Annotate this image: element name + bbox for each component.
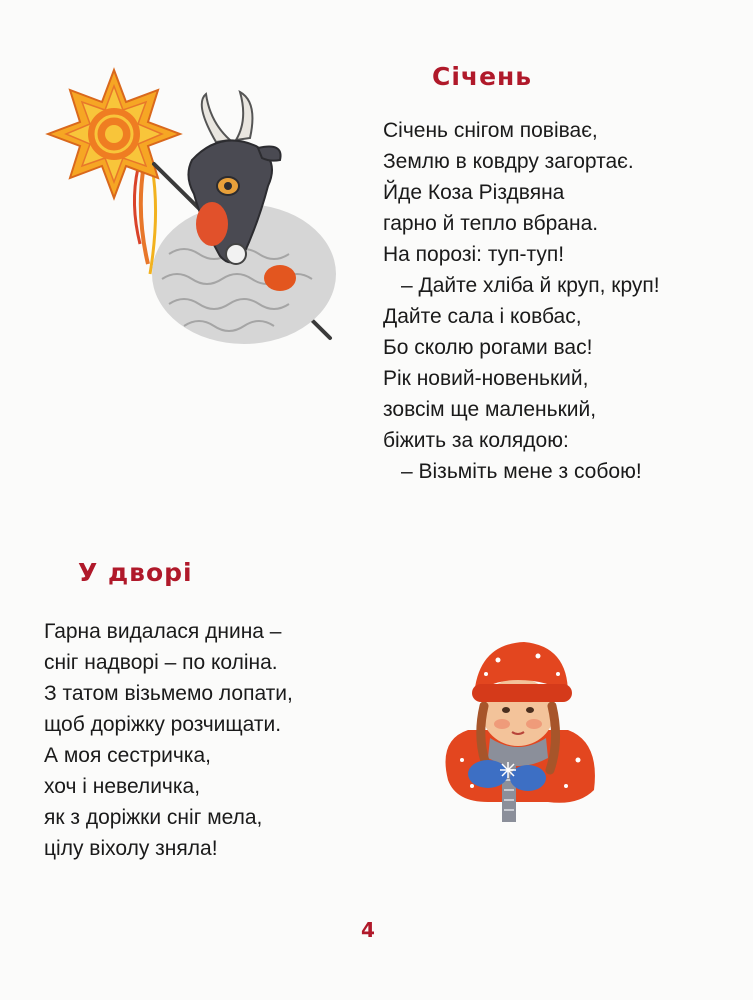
poem-line: зовсім ще маленький, [383, 398, 597, 421]
poem-line: Гарна видалася днина – [44, 620, 282, 643]
girl-in-winter-illustration [428, 630, 608, 830]
page-number: 4 [361, 918, 375, 942]
poem-title-u-dvori: У дворі [78, 558, 193, 587]
poem-line: хоч і невеличка, [44, 775, 201, 798]
poem-line: щоб доріжку розчищати. [44, 713, 282, 736]
poem-body-sichen [383, 115, 660, 487]
poem-line: сніг надворі – по коліна. [44, 651, 278, 674]
poem-line: З татом візьмемо лопати, [44, 682, 293, 705]
poem-body-u-dvori [44, 616, 293, 864]
poem-line: На порозі: туп-туп! [383, 243, 565, 266]
poem-line: – Візьміть мене з собою! [401, 460, 642, 483]
poem-line: Дайте сала і ковбас, [383, 305, 582, 328]
poem-line: Землю в ковдру загортає. [383, 150, 634, 173]
poem-line: – Дайте хліба й круп, круп! [401, 274, 660, 297]
poem-line: Рік новий-новенький, [383, 367, 589, 390]
poem-line: А моя сестричка, [44, 744, 211, 767]
poem-line: гарно й тепло вбрана. [383, 212, 599, 235]
poem-title-sichen: Січень [432, 62, 533, 91]
poem-line: як з доріжки сніг мела, [44, 806, 263, 829]
goat-with-star-illustration [44, 64, 344, 354]
poem-line: біжить за колядою: [383, 429, 569, 452]
poem-line: Йде Коза Різдвяна [383, 181, 565, 204]
poem-line: Січень снігом повіває, [383, 119, 598, 142]
poem-line: цілу віхолу зняла! [44, 837, 218, 860]
poem-line: Бо сколю рогами вас! [383, 336, 593, 359]
